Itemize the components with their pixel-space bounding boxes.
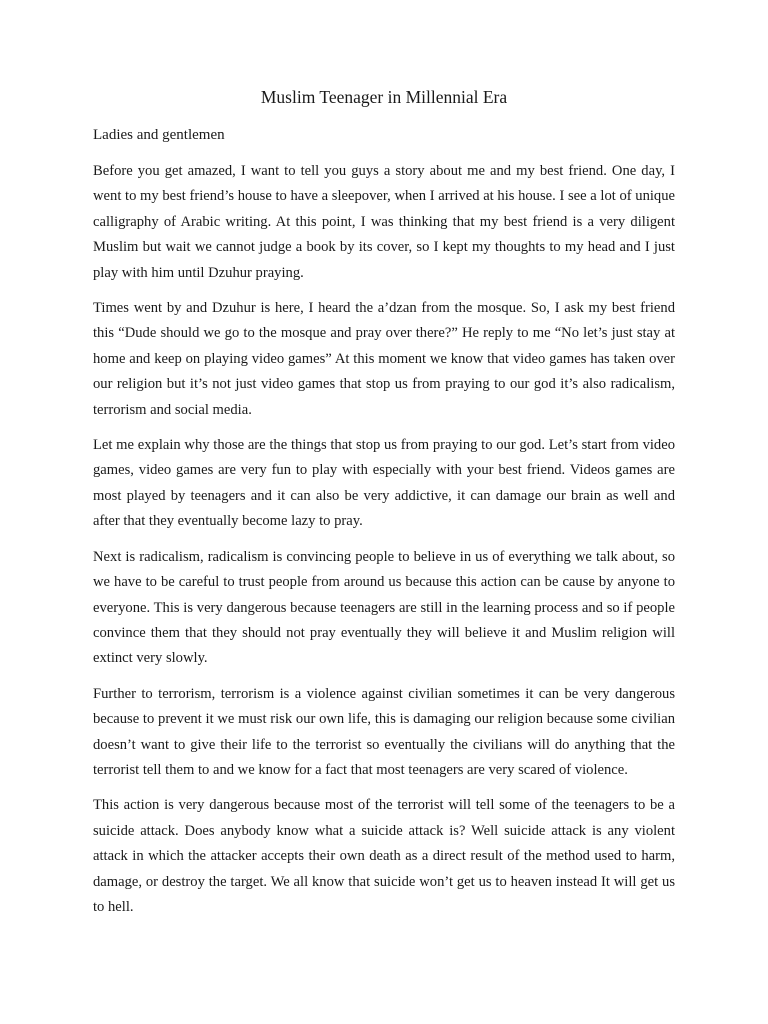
paragraph-radicalism: Next is radicalism, radicalism is convincing people to believe in us of everything we talk about, so we have to be careful to trust people from around us because this action can be cause by anyone to everyone. This is very dangerous because teenagers are still in the learning process and so if people convince them that they should not pray eventually they will believe it and Muslim religion will extinct very slowly. <box>93 548 675 667</box>
document-title: Muslim Teenager in Millennial Era <box>260 87 508 107</box>
paragraph-story-intro: Before you get amazed, I want to tell you guys a story about me and my best friend. One day, I went to my best friend’s house to have a sleepover, when I arrived at his house. I see a lot of unique calligraphy of Arabic writing. At this point, I was thinking that my best friend is a very diligent Muslim but wait we cannot judge a book by its cover, so I kept my thoughts to my head and I just play with him until Dzuhur praying. <box>93 163 675 281</box>
document-body <box>93 159 675 930</box>
salutation: Ladies and gentlemen <box>93 127 225 143</box>
paragraph-suicide-attack: This action is very dangerous because most of the terrorist will tell some of the teenagers to be a suicide attack. Does anybody know what a suicide attack is? Well suicide attack is any violent attack in which the attacker accepts their own death as a direct result of the method used to harm, damage, or destroy the target. We all know that suicide won’t get us to heaven instead It will get us to hell. <box>93 797 675 915</box>
paragraph-terrorism: Further to terrorism, terrorism is a violence against civilian sometimes it can be very dangerous because to prevent it we must risk our own life, this is damaging our religion because some civilian doesn’t want to give their life to the terrorist so eventually the civilians will do anything that the terrorist tell them to and we know for a fact that most teenagers are very scared of violence. <box>93 685 675 778</box>
paragraph-video-games: Let me explain why those are the things that stop us from praying to our god. Let’s start from video games, video games are very fun to play with especially with your best friend. Videos games are most played by teenagers and it can also be very addictive, it can damage our brain as well and after that they eventually become lazy to pray. <box>93 437 675 530</box>
paragraph-dzuhur: Times went by and Dzuhur is here, I heard the a’dzan from the mosque. So, I ask my best friend this “Dude should we go to the mosque and pray over there?” He reply to me “No let’s just stay at home and keep on playing video games” At this moment we know that video games has taken over our religion but it’s not just video games that stop us from praying to our god it’s also radicalism, terrorism and social media. <box>93 300 675 418</box>
